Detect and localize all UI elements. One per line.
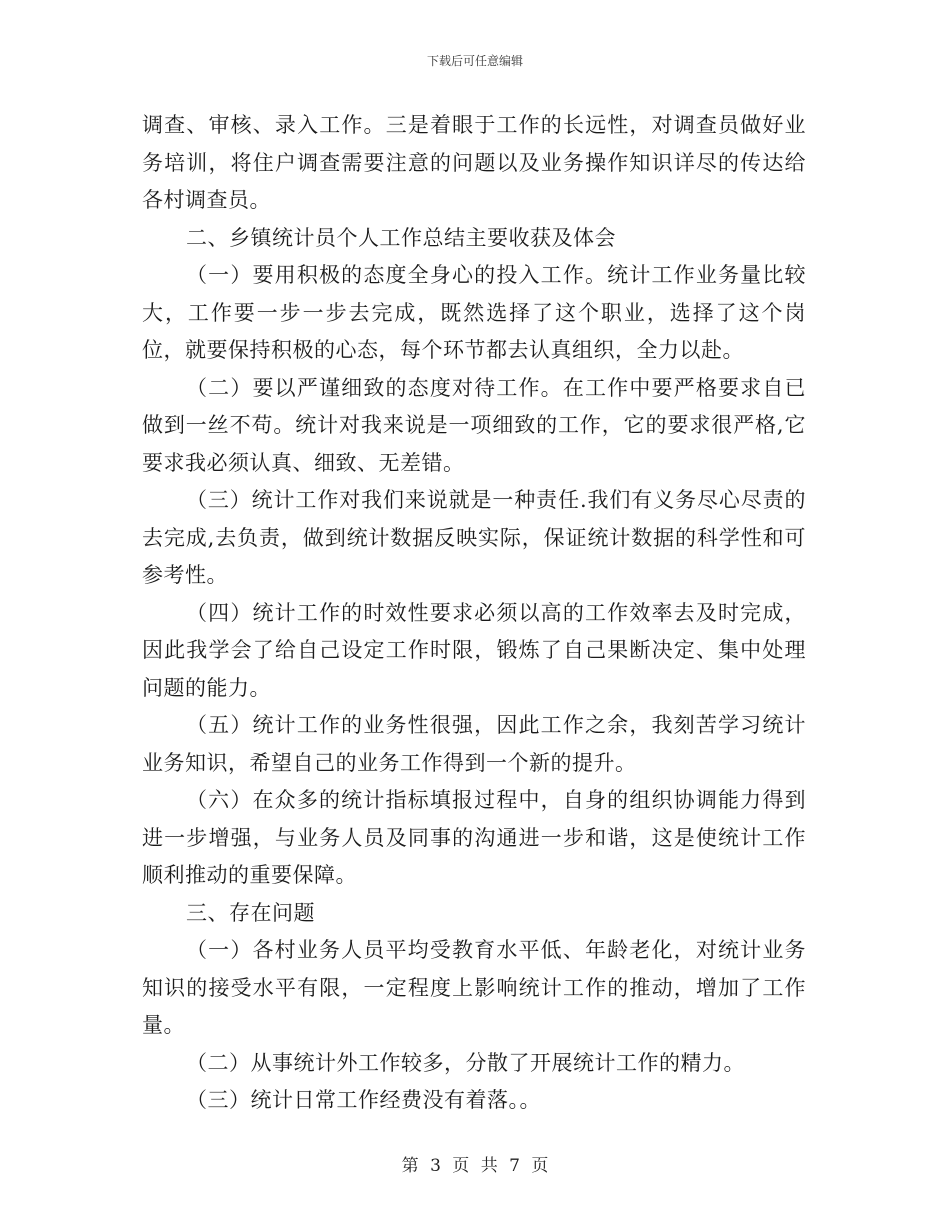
paragraph-continuation: 调查、审核、录入工作。三是着眼于工作的长远性，对调查员做好业务培训，将住户调查需要注意的问题以及业务操作知识详尽的传达给各村调查员。	[142, 113, 806, 212]
paragraph-gain-6: （六）在众多的统计指标填报过程中，自身的组织协调能力得到进一步增强，与业务人员及同事的沟通进一步和谐，这是使统计工作顺利推动的重要保障。	[142, 788, 806, 887]
paragraph-problem-2: （二）从事统计外工作较多，分散了开展统计工作的精力。	[186, 1050, 745, 1075]
document-body	[142, 107, 806, 1120]
page-number-footer: 第 3 页 共 7 页	[401, 1156, 549, 1176]
page-header-note: 下载后可任意编辑	[426, 54, 523, 68]
section-heading-gains: 二、乡镇统计员个人工作总结主要收获及体会	[186, 225, 616, 250]
section-heading-problems: 三、存在问题	[186, 900, 315, 925]
paragraph-gain-3: （三）统计工作对我们来说就是一种责任.我们有义务尽心尽责的去完成,去负责，做到统计数据反映实际，保证统计数据的科学性和可参考性。	[142, 488, 806, 587]
paragraph-problem-3: （三）统计日常工作经费没有着落。。	[186, 1088, 541, 1112]
paragraph-problem-1: （一）各村业务人员平均受教育水平低、年龄老化，对统计业务知识的接受水平有限，一定程度上影响统计工作的推动，增加了工作量。	[142, 938, 806, 1037]
paragraph-gain-1: （一）要用积极的态度全身心的投入工作。统计工作业务量比较大，工作要一步一步去完成，既然选择了这个职业，选择了这个岗位，就要保持积极的心态，每个环节都去认真组织，全力以赴。	[142, 263, 806, 362]
paragraph-gain-4: （四）统计工作的时效性要求必须以高的工作效率去及时完成，因此我学会了给自己设定工作时限，锻炼了自己果断决定、集中处理问题的能力。	[142, 600, 806, 700]
paragraph-gain-5: （五）统计工作的业务性很强，因此工作之余，我刻苦学习统计业务知识，希望自己的业务工作得到一个新的提升。	[142, 713, 806, 775]
paragraph-gain-2: （二）要以严谨细致的态度对待工作。在工作中要严格要求自已做到一丝不苟。统计对我来说是一项细致的工作，它的要求很严格,它要求我必须认真、细致、无差错。	[142, 375, 806, 475]
